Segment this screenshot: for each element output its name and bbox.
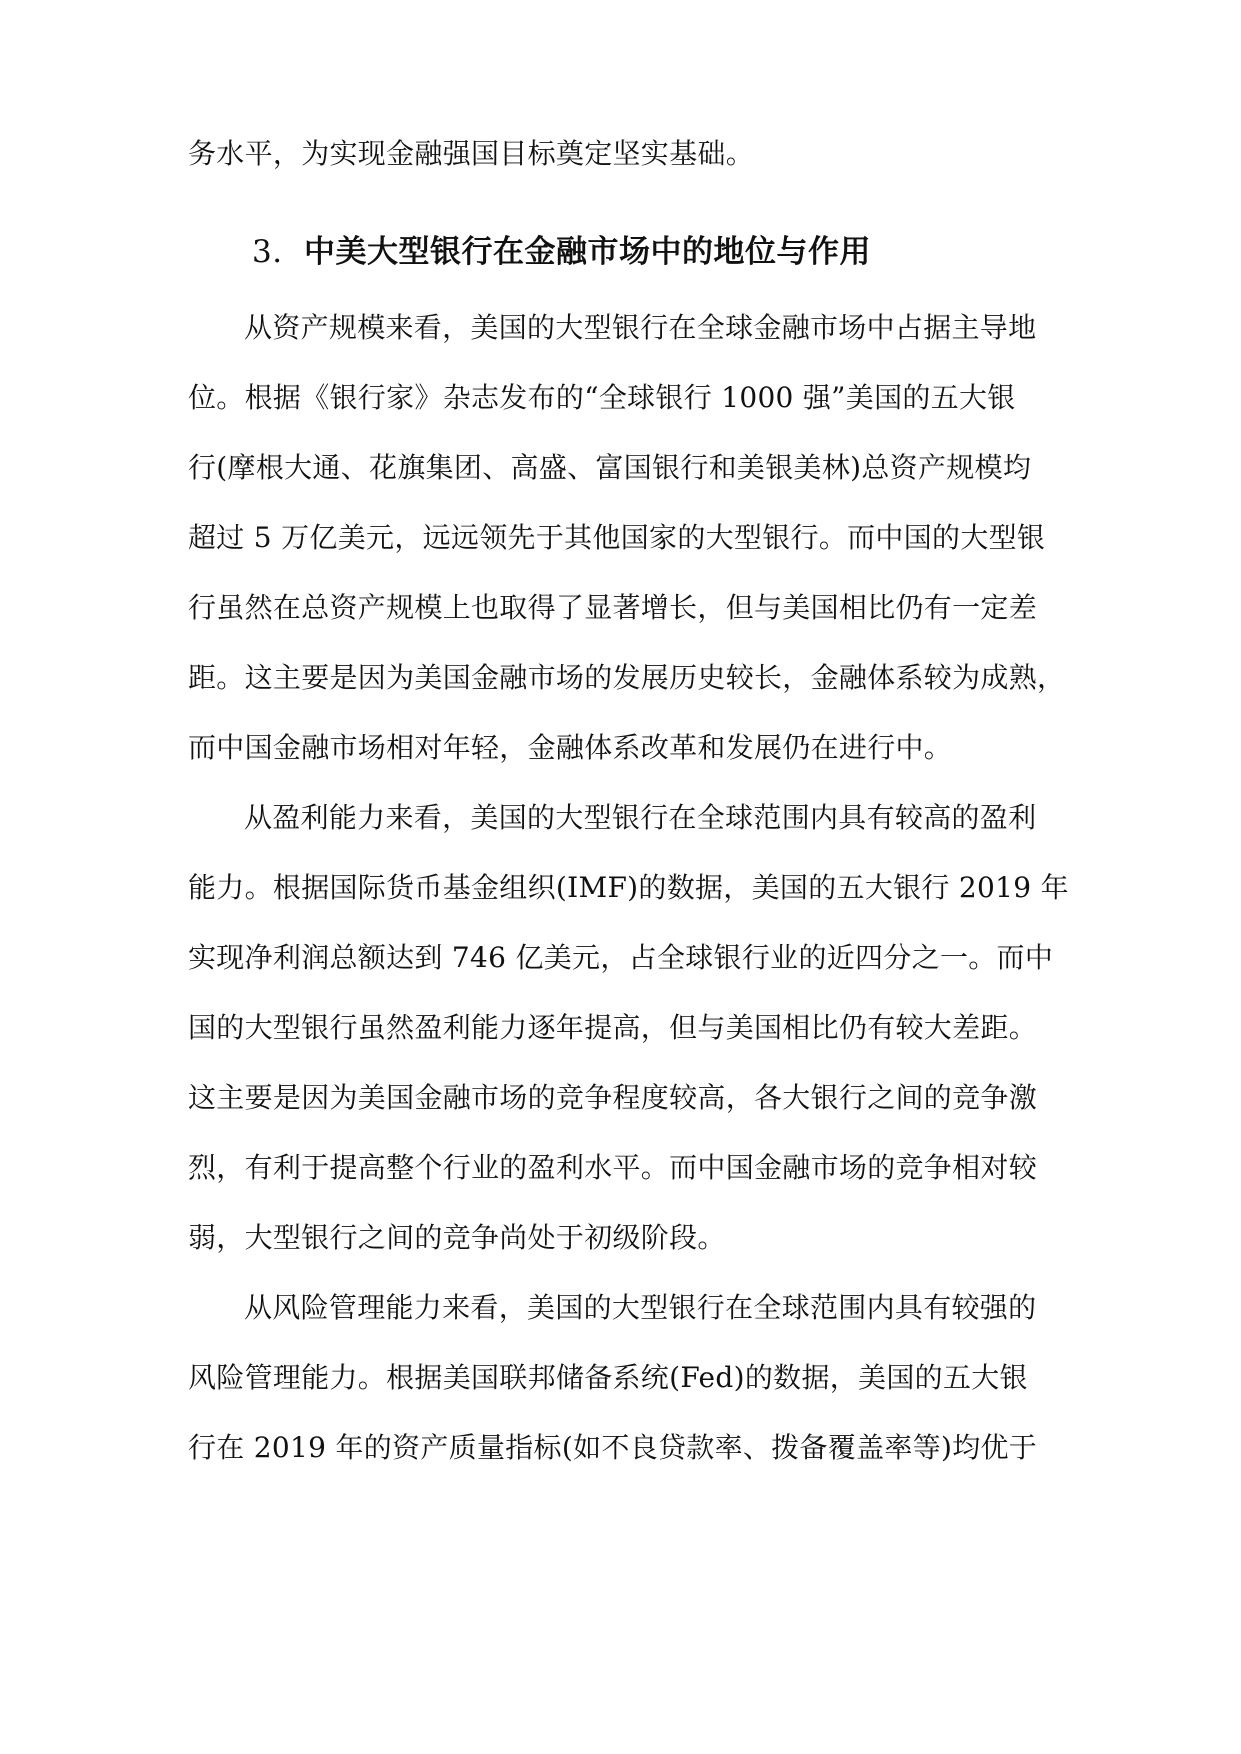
- paragraph-line: 国的大型银行虽然盈利能力逐年提高，但与美国相比仍有较大差距。: [188, 1011, 1038, 1044]
- paragraph-line: 烈，有利于提高整个行业的盈利水平。而中国金融市场的竞争相对较: [188, 1151, 1038, 1184]
- paragraph-line: 这主要是因为美国金融市场的竞争程度较高，各大银行之间的竞争激: [188, 1081, 1038, 1114]
- paragraph-line: 弱，大型银行之间的竞争尚处于初级阶段。: [188, 1221, 726, 1254]
- paragraph-line: 行(摩根大通、花旗集团、高盛、富国银行和美银美林)总资产规模均: [188, 451, 1032, 484]
- section-heading: [252, 230, 1072, 274]
- paragraph-line: 从盈利能力来看，美国的大型银行在全球范围内具有较高的盈利: [244, 801, 1037, 834]
- paragraph-line: 而中国金融市场相对年轻，金融体系改革和发展仍在进行中。: [188, 731, 953, 764]
- paragraph-line: 超过 5 万亿美元，远远领先于其他国家的大型银行。而中国的大型银: [188, 521, 1046, 554]
- section-title: 中美大型银行在金融市场中的地位与作用: [304, 234, 871, 270]
- paragraph-line: 风险管理能力。根据美国联邦储备系统(Fed)的数据，美国的五大银: [188, 1361, 1028, 1394]
- paragraph-line: 能力。根据国际货币基金组织(IMF)的数据，美国的五大银行 2019 年: [188, 871, 1069, 904]
- paragraph-line: 距。这主要是因为美国金融市场的发展历史较长，金融体系较为成熟，: [188, 661, 1066, 694]
- paragraph-line: 行虽然在总资产规模上也取得了显著增长，但与美国相比仍有一定差: [188, 591, 1038, 624]
- paragraph-line: 务水平，为实现金融强国目标奠定坚实基础。: [188, 137, 755, 170]
- paragraph-line: 从资产规模来看，美国的大型银行在全球金融市场中占据主导地: [244, 311, 1037, 344]
- section-number: 3.: [252, 234, 283, 270]
- paragraph-line: 从风险管理能力来看，美国的大型银行在全球范围内具有较强的: [244, 1291, 1037, 1324]
- paragraph-line: 实现净利润总额达到 746 亿美元，占全球银行业的近四分之一。而中: [188, 941, 1054, 974]
- paragraph-line: 位。根据《银行家》杂志发布的“全球银行 1000 强”美国的五大银: [188, 381, 1016, 414]
- paragraph-line: 行在 2019 年的资产质量指标(如不良贷款率、拨备覆盖率等)均优于: [188, 1431, 1038, 1464]
